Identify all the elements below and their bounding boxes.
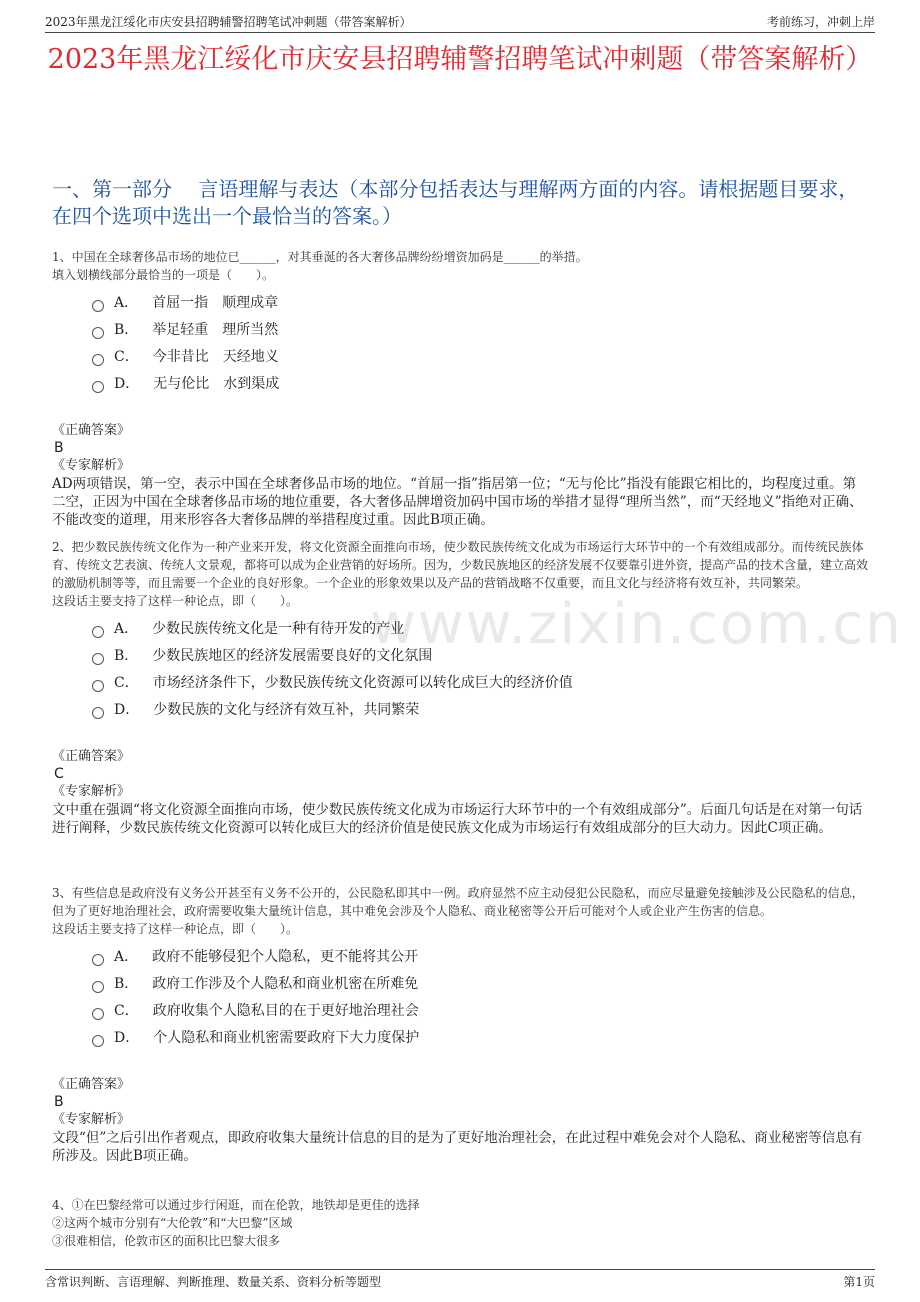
question-prompt: 这段话主要支持了这样一种论点，即（ ）。 (52, 594, 299, 608)
option-d[interactable] (92, 697, 868, 724)
option-list (92, 290, 868, 398)
option-text: 少数民族的文化与经济有效互补，共同繁荣 (153, 702, 420, 718)
question-stem-line: ②这两个城市分别有“大伦敦”和“大巴黎”区域 (52, 1216, 293, 1230)
option-text: 举足轻重 理所当然 (152, 322, 279, 338)
footer-note: 含常识判断、言语理解、判断推理、数量关系、资料分析等题型 (45, 1275, 382, 1289)
document-title: 2023年黑龙江绥化市庆安县招聘辅警招聘笔试冲刺题（带答案解析） (47, 44, 873, 75)
question-1 (52, 248, 868, 529)
answer-value: B (54, 1094, 64, 1110)
option-letter: A． (114, 621, 139, 637)
option-text: 无与伦比 水到渠成 (153, 376, 280, 392)
option-text: 政府不能够侵犯个人隐私，更不能将其公开 (152, 949, 419, 965)
option-a[interactable] (92, 290, 868, 317)
option-letter: C． (114, 349, 139, 365)
option-letter: C． (114, 675, 139, 691)
radio-icon[interactable] (92, 327, 104, 339)
page-header (45, 10, 875, 33)
explanation-label: 《专家解析》 (52, 1112, 131, 1127)
option-text: 少数民族传统文化是一种有待开发的产业 (152, 621, 405, 637)
option-a[interactable] (92, 616, 868, 643)
radio-icon[interactable] (92, 1035, 104, 1047)
option-text: 首屈一指 顺理成章 (152, 295, 279, 311)
question-3 (52, 884, 868, 1165)
question-stem: 3、有些信息是政府没有义务公开甚至有义务不公开的，公民隐私即其中一例。政府显然不应主动侵犯公民隐私，而应尽量避免接触涉及公民隐私的信息，但为了更好地治理社会，政府需要收集大量统计信息，其中难免会涉及个人隐私、商业秘密等公开后可能对个人或企业产生伤害的信息。 (52, 886, 864, 918)
option-letter: B． (114, 648, 139, 664)
question-prompt: 这段话主要支持了这样一种论点，即（ ）。 (52, 922, 299, 936)
radio-icon[interactable] (92, 381, 104, 393)
option-letter: B． (114, 976, 139, 992)
explanation-label: 《专家解析》 (52, 458, 131, 473)
option-list (92, 616, 868, 724)
option-text: 少数民族地区的经济发展需要良好的文化氛围 (152, 648, 433, 664)
option-text: 政府收集个人隐私目的在于更好地治理社会 (152, 1003, 419, 1019)
question-stem: 1、中国在全球奢侈品市场的地位已______，对其垂涎的各大奢侈品牌纷纷增资加码是______的举措。 (52, 250, 588, 264)
radio-icon[interactable] (92, 981, 104, 993)
radio-icon[interactable] (92, 680, 104, 692)
option-text: 政府工作涉及个人隐私和商业机密在所难免 (152, 976, 419, 992)
question-stem: 2、把少数民族传统文化作为一种产业来开发，将文化资源全面推向市场，使少数民族传统文化成为市场运行大环节中的一个有效组成部分。而传统民族体育、传统文艺表演、传统人文景观，都将可以成为企业营销的好场所。因为，少数民族地区的经济发展不仅要靠引进外资，提高产品的技术含量，建立高效的激励机制等等，而且需要一个企业的良好形象。一个企业的形象效果以及产品的营销战略不仅重要，而且文化与经济将有效互补，共同繁荣。 (52, 540, 869, 590)
question-prompt: 填入划横线部分最恰当的一项是（ ）。 (52, 268, 275, 282)
answer-value: B (54, 440, 64, 456)
radio-icon[interactable] (92, 1008, 104, 1020)
option-b[interactable] (92, 971, 868, 998)
option-letter: D． (114, 702, 140, 718)
option-list (92, 944, 868, 1052)
answer-label: 《正确答案》 (52, 749, 131, 764)
page-number: 第1页 (843, 1275, 875, 1289)
option-letter: C． (114, 1003, 139, 1019)
option-b[interactable] (92, 317, 868, 344)
radio-icon[interactable] (92, 653, 104, 665)
radio-icon[interactable] (92, 300, 104, 312)
answer-label: 《正确答案》 (52, 1077, 131, 1092)
option-b[interactable] (92, 643, 868, 670)
explanation-label: 《专家解析》 (52, 784, 131, 799)
option-text: 今非昔比 天经地义 (152, 349, 279, 365)
option-d[interactable] (92, 1025, 868, 1052)
option-letter: A． (114, 949, 139, 965)
question-2 (52, 538, 868, 837)
explanation-text: AD两项错误，第一空，表示中国在全球奢侈品市场的地位。“首屈一指”指居第一位；“无与伦比”指没有能跟它相比的，均程度过重。第二空，正因为中国在全球奢侈品市场的地位重要，各大奢侈品牌增资加码中国市场的举措才显得“理所当然”，而“天经地义”指绝对正确、不能改变的道理，用来形容各大奢侈品牌的举措程度过重。因此B项正确。 (52, 476, 863, 528)
option-letter: D． (114, 1030, 140, 1046)
section-heading: 一、第一部分 言语理解与表达（本部分包括表达与理解两方面的内容。请根据题目要求，在四个选项中选出一个最恰当的答案。） (52, 177, 859, 228)
header-doc-title: 2023年黑龙江绥化市庆安县招聘辅警招聘笔试冲刺题（带答案解析） (45, 15, 412, 29)
option-letter: D． (114, 376, 140, 392)
page-footer (45, 1269, 875, 1290)
answer-value: C (54, 766, 64, 782)
option-text: 个人隐私和商业机密需要政府下大力度保护 (153, 1030, 420, 1046)
option-c[interactable] (92, 998, 868, 1025)
explanation-text: 文中重在强调“将文化资源全面推向市场，使少数民族传统文化成为市场运行大环节中的一个有效组成部分”。后面几句话是在对第一句话进行阐释，少数民族传统文化资源可以转化成巨大的经济价值是使民族文化成为市场运行有效组成部分的巨大动力。因此C项正确。 (52, 802, 863, 836)
option-letter: B． (114, 322, 139, 338)
radio-icon[interactable] (92, 707, 104, 719)
option-d[interactable] (92, 371, 868, 398)
option-text: 市场经济条件下，少数民族传统文化资源可以转化成巨大的经济价值 (152, 675, 573, 691)
question-stem-line: 4、①在巴黎经常可以通过步行闲逛，而在伦敦，地铁却是更佳的选择 (52, 1198, 420, 1212)
question-stem-line: ③很难相信，伦敦市区的面积比巴黎大很多 (52, 1234, 281, 1248)
explanation-text: 文段“但”之后引出作者观点，即政府收集大量统计信息的目的是为了更好地治理社会，在此过程中难免会对个人隐私、商业秘密等信息有所涉及。因此B项正确。 (52, 1130, 863, 1164)
option-letter: A． (114, 295, 139, 311)
radio-icon[interactable] (92, 954, 104, 966)
radio-icon[interactable] (92, 626, 104, 638)
option-a[interactable] (92, 944, 868, 971)
option-c[interactable] (92, 344, 868, 371)
answer-label: 《正确答案》 (52, 423, 131, 438)
radio-icon[interactable] (92, 354, 104, 366)
option-c[interactable] (92, 670, 868, 697)
watermark: www.zixin.com.cn (370, 592, 903, 657)
question-4 (52, 1196, 868, 1250)
header-slogan: 考前练习，冲刺上岸 (766, 15, 875, 29)
